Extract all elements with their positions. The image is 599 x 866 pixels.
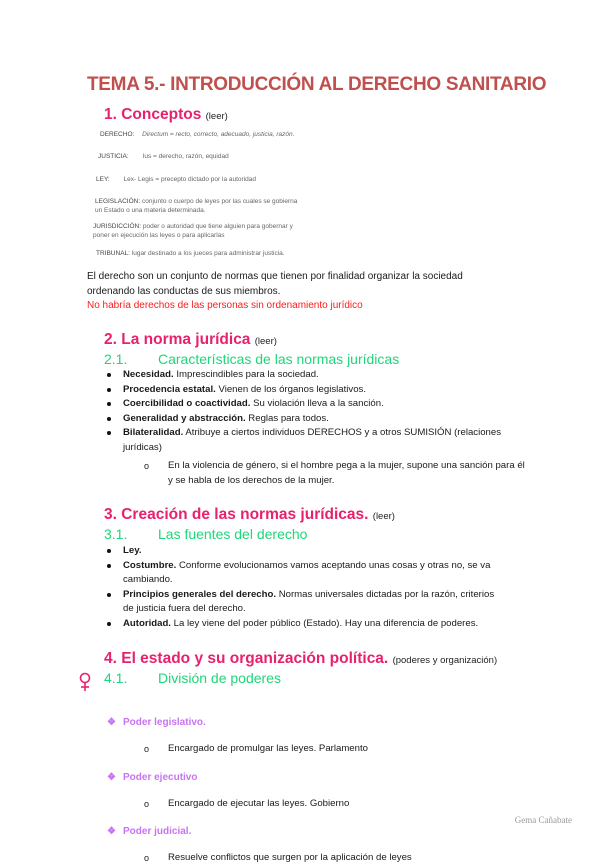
section-1-note: (leer) <box>205 111 228 122</box>
section-4-title: 4. El estado y su organización política. <box>104 650 389 667</box>
diamond-bullet-icon: ❖ <box>107 826 116 837</box>
intro-line-1: El derecho son un conjunto de normas que tienen por finalidad organizar la sociedad <box>87 271 463 282</box>
list-item: Generalidad y abstracción. Reglas para todos. <box>107 412 507 427</box>
footer-author: Gema Cañabate <box>514 815 572 825</box>
list-item: Ley. <box>107 544 507 559</box>
diamond-bullet-icon: ❖ <box>107 771 116 783</box>
concept-legislacion: LEGISLACIÓN: conjunto o cuerpo de leyes por las cuales se gobierna un Estado o una materia determinada. <box>95 198 298 214</box>
section-3-title: 3. Creación de las normas jurídicas. <box>104 506 369 523</box>
concept-justicia: JUSTICIA: Ius = derecho, razón, equidad <box>98 153 229 160</box>
list-item: Principios generales del derecho. Normas universales dictadas por la razón, criterios de justicia fuera del derecho. <box>107 588 507 617</box>
section-4-1-title: División de poderes <box>158 670 281 686</box>
concept-ley: LEY: Lex- Legis = precepto dictado por la autoridad <box>96 176 256 183</box>
law-sources-list <box>107 544 507 631</box>
power-judicial: ❖ Poder judicial. <box>107 826 192 837</box>
concept-tribunal: TRIBUNAL: lugar destinado a los jueces para administrar justicia. <box>96 250 285 257</box>
section-4-note: (poderes y organización) <box>392 655 498 666</box>
section-4-heading <box>104 650 497 668</box>
section-3-1-title: Las fuentes del derecho <box>158 526 308 542</box>
intro-paragraph <box>87 270 527 314</box>
section-2-1-title: Características de las normas jurídicas <box>158 351 400 367</box>
power-executive-desc: o Encargado de ejecutar las leyes. Gobierno <box>144 797 350 809</box>
venus-symbol-icon <box>78 672 92 699</box>
section-1-heading <box>104 106 228 124</box>
power-legislative-desc: o Encargado de promulgar las leyes. Parlamento <box>144 743 368 754</box>
intro-warning: No habría derechos de las personas sin ordenamiento jurídico <box>87 300 363 311</box>
section-3-1-number: 3.1. <box>104 526 128 542</box>
power-executive: ❖ Poder ejecutivo <box>107 771 198 783</box>
violence-example: o En la violencia de género, si el hombre pega a la mujer, supone una sanción para él y se habla de los derechos de la mujer. <box>144 460 525 486</box>
section-3-heading <box>104 506 395 524</box>
list-item: Autoridad. La ley viene del poder público (Estado). Hay una diferencia de poderes. <box>107 617 507 632</box>
list-item: Procedencia estatal. Vienen de los órganos legislativos. <box>107 383 507 398</box>
section-2-1-heading <box>104 351 399 367</box>
section-4-1-number: 4.1. <box>104 670 128 686</box>
concept-jurisdiccion: JURISDICCIÓN: poder o autoridad que tiene alguien para gobernar y poner en ejecución las leyes o para aplicarlas <box>93 223 293 239</box>
concept-derecho: DERECHO: Directum = recto, correcto, adecuado, justicia, razón. <box>100 131 295 138</box>
concepts-image <box>92 127 302 262</box>
list-item: Necesidad. Imprescindibles para la sociedad. <box>107 368 507 383</box>
list-item: Coercibilidad o coactividad. Su violación lleva a la sanción. <box>107 397 507 412</box>
power-legislative: ❖ Poder legislativo. <box>107 717 206 728</box>
section-2-heading <box>104 331 277 349</box>
section-3-note: (leer) <box>372 511 395 522</box>
section-2-1-number: 2.1. <box>104 351 128 367</box>
section-4-1-heading <box>104 670 281 686</box>
diamond-bullet-icon: ❖ <box>107 717 116 728</box>
section-3-1-heading <box>104 526 307 542</box>
power-judicial-desc: o Resuelve conflictos que surgen por la aplicación de leyes <box>144 852 412 863</box>
list-item: Bilateralidad. Atribuye a ciertos individuos DERECHOS y a otros SUMISIÓN (relaciones jurídicas) <box>107 426 507 455</box>
norm-characteristics-list <box>107 368 507 455</box>
intro-line-2: ordenando las conductas de sus miembros. <box>87 285 281 297</box>
page-title: TEMA 5.- INTRODUCCIÓN AL DERECHO SANITARIO <box>87 74 547 95</box>
section-1-title: 1. Conceptos <box>104 106 202 123</box>
section-2-note: (leer) <box>254 336 277 347</box>
list-item: Costumbre. Conforme evolucionamos vamos aceptando unas cosas y otras no, se va cambiando. <box>107 559 507 588</box>
section-2-title: 2. La norma jurídica <box>104 331 251 348</box>
